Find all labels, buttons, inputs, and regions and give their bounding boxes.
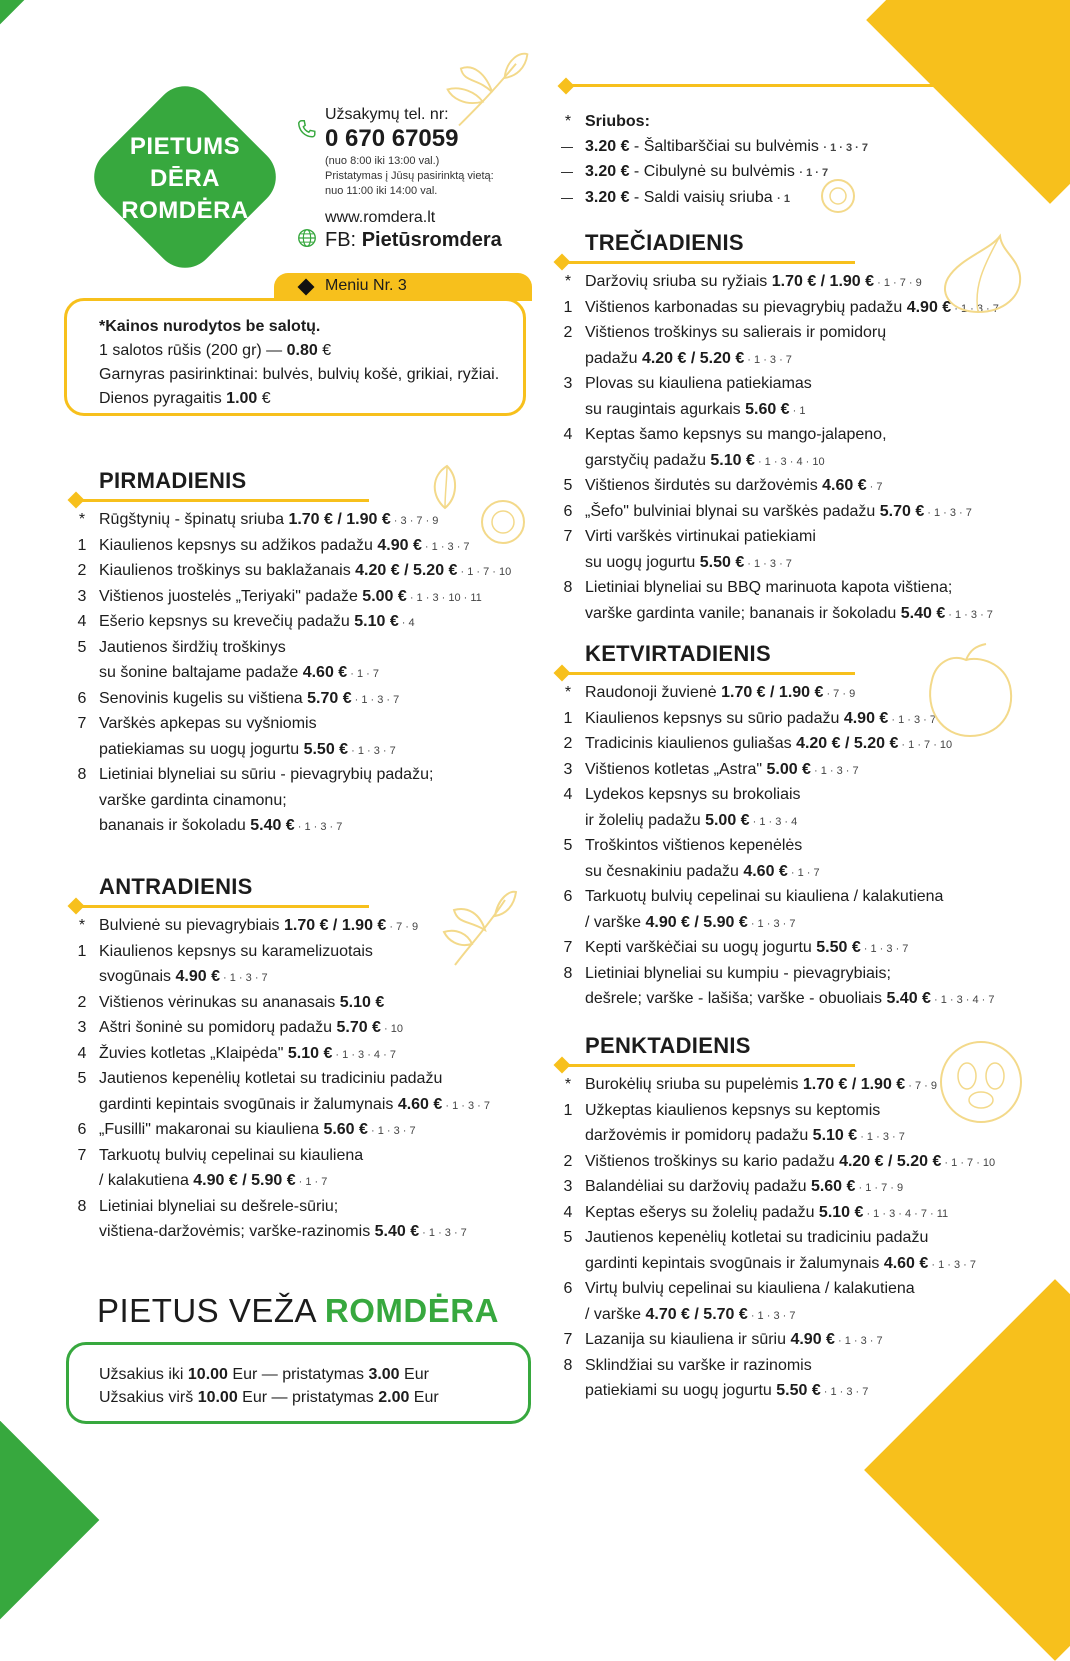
menu-item: 8 Sklindžiai su varške ir razinomis — [563, 1356, 812, 1374]
item-price: 1.70 € / 1.90 € — [284, 917, 387, 934]
item-allergens: · 1 · 3 · 7 — [351, 693, 400, 706]
item-price: 5.70 € — [307, 689, 352, 707]
brand-name: ROMDĖRA — [324, 1292, 499, 1329]
item-price: 4.60 € — [822, 477, 867, 494]
item-price: 5.10 € — [339, 993, 385, 1011]
diamond-bullet-icon — [298, 279, 315, 296]
menu-item: 3 Vištienos juostelės „Teriyaki" padaže 5.00 € · 1 · 3 · 10 · 11 — [77, 587, 482, 605]
menu-item: 1 Užkeptas kiaulienos kepsnys su keptomis — [563, 1101, 881, 1119]
item-price: 5.40 € — [374, 1223, 420, 1240]
pepper-icon — [912, 640, 1022, 745]
item-price: 4.90 € — [790, 1331, 835, 1348]
item-allergens: · 1 · 3 · 7 — [860, 943, 909, 955]
delivery-rule-1: Užsakius iki 10.00 Eur — pristatymas 3.00 Eur — [99, 1366, 429, 1383]
logo — [110, 131, 260, 227]
item-price: 5.10 € — [818, 1203, 864, 1221]
item-price: 4.90 € — [175, 968, 220, 985]
item-allergens: · 1 · 3 · 4 — [749, 815, 798, 828]
item-allergens: · 4 — [398, 617, 415, 629]
item-allergens: · 1 · 3 · 7 — [744, 557, 792, 570]
item-allergens: · 1 · 3 · 7 — [747, 917, 796, 930]
item-price: 4.60 € — [743, 862, 788, 880]
item-allergens: · 1 · 3 · 7 — [442, 1099, 490, 1112]
item-allergens: · 1 · 3 · 7 — [747, 1309, 796, 1322]
logo-line: ROMDĖRA — [121, 197, 249, 224]
item-allergens: · 10 — [380, 1023, 403, 1035]
item-price: 4.20 € / 5.20 € — [839, 1152, 942, 1170]
item-price: 5.50 € — [303, 740, 349, 758]
diamond-bullet-icon — [68, 898, 85, 915]
menu-item: 7 Kepti varškėčiai su uogų jogurtu 5.50 € · 1 · 3 · 7 — [563, 939, 909, 956]
menu-item: daržovėmis ir pomidorų padažu 5.10 € · 1 · 3 · 7 — [585, 1127, 905, 1144]
menu-item: patiekiami su uogų jogurtu 5.50 € · 1 · 3 · 7 — [585, 1382, 869, 1399]
parsley-icon — [440, 40, 535, 135]
menu-item: patiekiamas su uogų jogurtu 5.50 € · 1 · 3 · 7 — [99, 740, 396, 758]
item-price: 5.40 € — [886, 990, 931, 1007]
menu-item: 5 Jautienos kepenėlių kotletai su tradiciniu padažu — [563, 1229, 929, 1246]
item-price: 5.70 € — [879, 502, 925, 520]
day-title: PENKTADIENIS — [585, 1033, 751, 1058]
day-title: TREČIADIENIS — [585, 230, 744, 255]
item-price: 4.70 € / 5.70 € — [645, 1305, 748, 1323]
item-price: 1.70 € / 1.90 € — [721, 684, 824, 701]
menu-item: * Bulvienė su pievagrybiais 1.70 € / 1.90 € · 7 · 9 — [78, 917, 419, 934]
phone-hours: (nuo 8:00 iki 13:00 val.) — [325, 155, 440, 167]
phone-icon — [296, 118, 318, 140]
item-allergens: · 1 · 7 — [347, 668, 379, 680]
menu-item: 7 Virti varškės virtinukai patiekiami — [563, 528, 816, 545]
menu-item: varške gardinta vanile; bananais ir šokoladu 5.40 € · 1 · 3 · 7 — [585, 604, 993, 622]
menu-item: ir žolelių padažu 5.00 € · 1 · 3 · 4 — [585, 811, 798, 829]
day-title: ANTRADIENIS — [99, 874, 253, 899]
menu-item: * Rūgštynių - špinatų sriuba 1.70 € / 1.90 € · 3 · 7 · 9 — [78, 511, 439, 528]
item-price: 4.60 € — [302, 664, 348, 681]
menu-item: 3 Plovas su kiauliena patiekiamas — [563, 375, 812, 392]
menu-item: * Raudonoji žuvienė 1.70 € / 1.90 € · 7 · 9 — [564, 684, 856, 701]
item-allergens: · 1 — [789, 404, 806, 417]
menu-item: 5 Vištienos širdutės su daržovėmis 4.60 € · 7 — [563, 477, 883, 494]
item-price: 5.00 € — [362, 587, 407, 605]
item-allergens: · 1 · 7 · 10 — [457, 566, 512, 578]
menu-item: * Daržovių sriuba su ryžiais 1.70 € / 1.90 € · 1 · 7 · 9 — [564, 273, 922, 290]
item-price: 5.10 € — [812, 1127, 858, 1144]
info-garnish: Garnyras pasirinktinai: bulvės, bulvių košė, grikiai, ryžiai. — [99, 366, 500, 383]
item-allergens: · 1 · 3 · 4 · 10 — [754, 455, 825, 468]
logo-line: DĒRA — [149, 165, 220, 192]
item-price: 4.90 € — [906, 298, 952, 316]
menu-item: bananais ir šokoladu 5.40 € · 1 · 3 · 7 — [99, 817, 343, 834]
menu-item: svogūnais 4.90 € · 1 · 3 · 7 — [99, 968, 268, 985]
item-price: 4.90 € — [843, 709, 889, 727]
menu-item: 5 Jautienos širdžių troškinys — [77, 638, 286, 656]
day-title: PIRMADIENIS — [99, 468, 247, 493]
item-price: 4.90 € — [377, 536, 422, 554]
leaf-icon — [425, 462, 465, 512]
logo-line: PIETUMS — [129, 133, 241, 160]
section-penktadienis — [563, 1033, 996, 1405]
item-allergens: · 1 · 3 · 7 — [810, 764, 859, 777]
item-allergens: · 1 · 3 · 4 · 7 — [930, 994, 995, 1006]
item-price: 5.60 € — [323, 1121, 368, 1138]
item-allergens: · 7 · 9 — [823, 688, 856, 700]
menu-item: 2 Vištienos troškinys su salierais ir pomidorų — [563, 324, 887, 341]
corner-decoration-green — [0, 1386, 99, 1655]
menu-item: vištiena-daržovėmis; varške-razinomis 5.40 € · 1 · 3 · 7 — [99, 1223, 467, 1240]
menu-item: 4 Keptas ešerys su žolelių padažu 5.10 € · 1 · 3 · 4 · 7 · 11 — [563, 1203, 949, 1221]
item-price: 4.60 € — [883, 1254, 929, 1272]
menu-item: 4 Ešerio kepsnys su krevečių padažu 5.10 € · 4 — [77, 613, 415, 630]
lemon-icon — [818, 176, 858, 216]
item-allergens: · 1 · 3 · 7 — [924, 506, 972, 519]
menu-item: gardinti kepintais svogūnais ir žalumynais 4.60 € · 1 · 3 · 7 — [585, 1254, 976, 1272]
menu-item: 7 Varškės apkepas su vyšniomis — [77, 715, 317, 732]
diamond-bullet-icon — [68, 492, 85, 509]
day-title: KETVIRTADIENIS — [585, 641, 771, 666]
item-price: 4.90 € / 5.90 € — [645, 913, 748, 931]
delivery-headline: PIETUS VEŽA ROMDĖRA — [97, 1292, 499, 1329]
menu-item: 7 Lazanija su kiauliena ir sūriu 4.90 € · 1 · 3 · 7 — [563, 1331, 883, 1348]
item-allergens: · 1 · 7 — [295, 1176, 328, 1188]
soups-title: * Sriubos: — [564, 113, 650, 130]
item-allergens: · 1 · 3 · 7 — [951, 302, 999, 315]
delivery-rule-2: Užsakius virš 10.00 Eur — pristatymas 2.00 Eur — [99, 1389, 439, 1406]
item-price: 5.70 € — [336, 1019, 381, 1036]
menu-item: 4 Keptas šamo kepsnys su mango-jalapeno, — [563, 426, 887, 443]
section-underline — [76, 499, 369, 502]
menu-item: 1 Kiaulienos kepsnys su sūrio padažu 4.90 € · 1 · 3 · 7 — [563, 709, 936, 727]
item-allergens: · 1 · 3 · 4 · 7 — [332, 1048, 396, 1061]
item-allergens: · 7 · 9 — [905, 1080, 937, 1092]
menu-item: 2 Vištienos vėrinukas su ananasais 5.10 € — [77, 993, 385, 1011]
menu-item: varške gardinta cinamonu; — [99, 791, 287, 809]
item-allergens: · 1 · 3 · 7 — [888, 713, 936, 726]
fb-name: Pietūsromdera — [361, 229, 502, 251]
tomato-icon — [935, 1036, 1027, 1128]
order-phone-label: Užsakymų tel. nr: — [325, 106, 449, 123]
item-allergens: · 1 · 3 · 7 — [744, 353, 792, 366]
item-allergens: · 1 · 3 · 7 — [219, 972, 268, 984]
facebook-link[interactable] — [325, 229, 502, 252]
garlic-icon — [930, 228, 1030, 318]
menu-item: 1 Kiaulienos kepsnys su adžikos padažu 4.90 € · 1 · 3 · 7 — [77, 536, 470, 554]
menu-item: 5 Jautienos kepenėlių kotletai su tradiciniu padažu — [77, 1070, 443, 1087]
delivery-hours: nuo 11:00 iki 14:00 val. — [325, 185, 438, 197]
item-price: 4.60 € — [397, 1095, 443, 1113]
item-allergens: · 1 · 3 · 7 — [348, 744, 396, 757]
info-box — [64, 298, 526, 416]
fb-label: FB: — [325, 229, 357, 251]
item-allergens: · 3 · 7 · 9 — [390, 515, 439, 527]
item-price: 5.10 € — [710, 451, 755, 469]
globe-icon — [296, 227, 318, 249]
menu-item: 3 Vištienos kotletas „Astra" 5.00 € · 1 · 3 · 7 — [563, 760, 859, 778]
info-salad: 1 salotos rūšis (200 gr) — 0.80 € — [99, 342, 332, 359]
info-note: *Kainos nurodytos be salotų. — [99, 318, 321, 335]
menu-item: 6 „Šefo" bulviniai blynai su varškės padažu 5.70 € · 1 · 3 · 7 — [563, 502, 972, 520]
item-price: 5.00 € — [766, 760, 811, 778]
menu-item: 6 „Fusilli" makaronai su kiauliena 5.60 € · 1 · 3 · 7 — [77, 1121, 416, 1138]
diamond-bullet-icon — [554, 1057, 571, 1074]
menu-item: 8 Lietiniai blyneliai su BBQ marinuota kapota vištiena; — [563, 579, 953, 596]
menu-item: 1 Kiaulienos kepsnys su karamelizuotais — [77, 942, 373, 960]
item-price: 5.60 € — [745, 400, 790, 418]
website-link[interactable]: www.romdera.lt — [325, 209, 436, 226]
divider — [566, 84, 946, 87]
phone-number[interactable]: 0 670 67059 — [325, 125, 459, 152]
menu-item: / varške 4.90 € / 5.90 € · 1 · 3 · 7 — [585, 913, 796, 931]
menu-item: su česnakiniu padažu 4.60 € · 1 · 7 — [585, 862, 820, 880]
info-cake: Dienos pyragaitis 1.00 € — [99, 390, 271, 407]
menu-item: su raugintais agurkais 5.60 € · 1 — [585, 400, 806, 418]
item-allergens: · 1 · 3 · 10 · 11 — [406, 591, 482, 604]
item-price: 5.50 € — [776, 1382, 821, 1399]
menu-item: padažu 4.20 € / 5.20 € · 1 · 3 · 7 — [585, 349, 792, 367]
diamond-bullet-icon — [554, 665, 571, 682]
item-allergens: · 7 — [866, 481, 883, 493]
item-allergens: · 1 · 3 · 7 — [928, 1258, 976, 1271]
section-antradienis — [77, 874, 490, 1246]
item-price: 5.00 € — [705, 811, 750, 829]
section-underline — [562, 672, 855, 675]
lemon-icon — [478, 497, 528, 547]
item-allergens: · 1 · 3 · 7 — [834, 1335, 883, 1347]
item-price: 5.40 € — [250, 817, 295, 834]
item-allergens: · 1 · 7 · 10 — [898, 739, 953, 751]
parsley-icon — [440, 880, 520, 970]
menu-item: 6 Senovinis kugelis su vištiena 5.70 € · 1 · 3 · 7 — [77, 689, 400, 707]
delivery-note: Pristatymas į Jūsų pasirinktą vietą: — [325, 170, 494, 182]
item-allergens: · 1 · 7 — [787, 866, 820, 879]
item-price: 4.20 € / 5.20 € — [641, 349, 745, 367]
section-underline — [76, 905, 369, 908]
menu-item: gardinti kepintais svogūnais ir žalumynais 4.60 € · 1 · 3 · 7 — [99, 1095, 490, 1113]
item-allergens: · 1 · 3 · 7 — [945, 608, 993, 621]
item-price: 4.20 € / 5.20 € — [355, 562, 458, 579]
item-allergens: · 1 · 7 · 9 — [874, 277, 922, 289]
menu-item: 6 Tarkuotų bulvių cepelinai su kiauliena / kalakutiena — [563, 888, 944, 905]
menu-item: 4 Lydekos kepsnys su brokoliais — [563, 786, 801, 803]
menu-item: / varške 4.70 € / 5.70 € · 1 · 3 · 7 — [585, 1305, 796, 1323]
item-price: 5.10 € — [287, 1044, 333, 1062]
item-allergens: · 1 · 3 · 7 — [419, 1227, 467, 1239]
item-allergens: · 1 · 3 · 7 — [294, 821, 343, 833]
item-allergens: · 1 · 3 · 7 — [367, 1125, 416, 1137]
menu-item: dešrele; varške - lašiša; varške - obuoliais 5.40 € · 1 · 3 · 4 · 7 — [585, 990, 995, 1007]
menu-item: 2 Tradicinis kiaulienos guliašas 4.20 € / 5.20 € · 1 · 7 · 10 — [563, 735, 953, 752]
item-price: 1.70 € / 1.90 € — [771, 273, 875, 290]
item-price: 4.90 € / 5.90 € — [193, 1172, 296, 1189]
item-allergens: · 1 · 3 · 7 — [857, 1131, 905, 1143]
menu-item: / kalakutiena 4.90 € / 5.90 € · 1 · 7 — [99, 1172, 328, 1189]
menu-number-tab — [274, 273, 532, 301]
menu-item: 7 Tarkuotų bulvių cepelinai su kiauliena — [77, 1146, 364, 1164]
item-price: 5.50 € — [699, 553, 745, 571]
item-allergens: · 1 · 3 · 4 · 7 · 11 — [863, 1207, 949, 1220]
section-pirmadienis — [77, 468, 512, 840]
section-underline — [562, 261, 855, 264]
soup-item: 3.20 € - Šaltibarščiai su bulvėmis · 1 · 3 · 7 — [585, 135, 868, 161]
menu-item: su uogų jogurtu 5.50 € · 1 · 3 · 7 — [585, 553, 792, 571]
item-price: 1.70 € / 1.90 € — [288, 511, 391, 528]
menu-item: 4 Žuvies kotletas „Klaipėda" 5.10 € · 1 · 3 · 4 · 7 — [77, 1044, 396, 1062]
menu-item: 8 Lietiniai blyneliai su kumpiu - pievagrybiais; — [563, 964, 891, 982]
menu-item: 8 Lietiniai blyneliai su dešrele-sūriu; — [77, 1197, 339, 1215]
item-price: 5.10 € — [354, 613, 399, 630]
corner-decoration-green — [0, 0, 79, 79]
menu-item: 5 Troškintos vištienos kepenėlės — [563, 837, 803, 854]
menu-item: 2 Vištienos troškinys su kario padažu 4.20 € / 5.20 € · 1 · 7 · 10 — [563, 1152, 996, 1170]
item-price: 1.70 € / 1.90 € — [802, 1076, 906, 1093]
menu-item: su šonine baltajame padaže 4.60 € · 1 · 7 — [99, 664, 379, 681]
item-allergens: · 1 · 3 · 7 — [820, 1386, 869, 1398]
delivery-box — [66, 1342, 531, 1424]
menu-item: 6 Virtų bulvių cepelinai su kiauliena / kalakutiena — [563, 1280, 915, 1297]
soup-item: 3.20 € - Saldi vaisių sriuba · 1 — [585, 186, 868, 212]
item-price: 5.50 € — [816, 939, 861, 956]
menu-item: 8 Lietiniai blyneliai su sūriu - pievagrybių padažu; — [77, 766, 434, 783]
diamond-bullet-icon — [554, 254, 571, 271]
item-price: 4.20 € / 5.20 € — [796, 735, 899, 752]
soup-item: 3.20 € - Cibulynė su bulvėmis · 1 · 7 — [585, 160, 868, 186]
item-allergens: · 7 · 9 — [386, 921, 419, 933]
item-allergens: · 1 · 7 · 9 — [855, 1182, 904, 1194]
menu-item: 1 Vištienos karbonadas su pievagrybių padažu 4.90 € · 1 · 3 · 7 — [563, 298, 999, 316]
menu-item: garstyčių padažu 5.10 € · 1 · 3 · 4 · 10 — [585, 451, 825, 469]
section-underline — [562, 1064, 855, 1067]
menu-number: Meniu Nr. 3 — [325, 277, 407, 294]
item-price: 5.40 € — [900, 604, 946, 622]
corner-decoration-yellow — [866, 0, 1070, 204]
item-price: 5.60 € — [810, 1178, 856, 1195]
menu-item: 3 Aštri šoninė su pomidorų padažu 5.70 € · 10 — [77, 1019, 403, 1036]
item-allergens: · 1 · 3 · 7 — [421, 540, 470, 553]
menu-item: 3 Balandėliai su daržovių padažu 5.60 € · 1 · 7 · 9 — [563, 1178, 904, 1195]
item-allergens: · 1 · 7 · 10 — [941, 1156, 996, 1169]
menu-item: 2 Kiaulienos troškinys su baklažanais 4.20 € / 5.20 € · 1 · 7 · 10 — [77, 562, 512, 579]
menu-item: * Burokėlių sriuba su pupelėmis 1.70 € / 1.90 € · 7 · 9 — [564, 1076, 937, 1093]
